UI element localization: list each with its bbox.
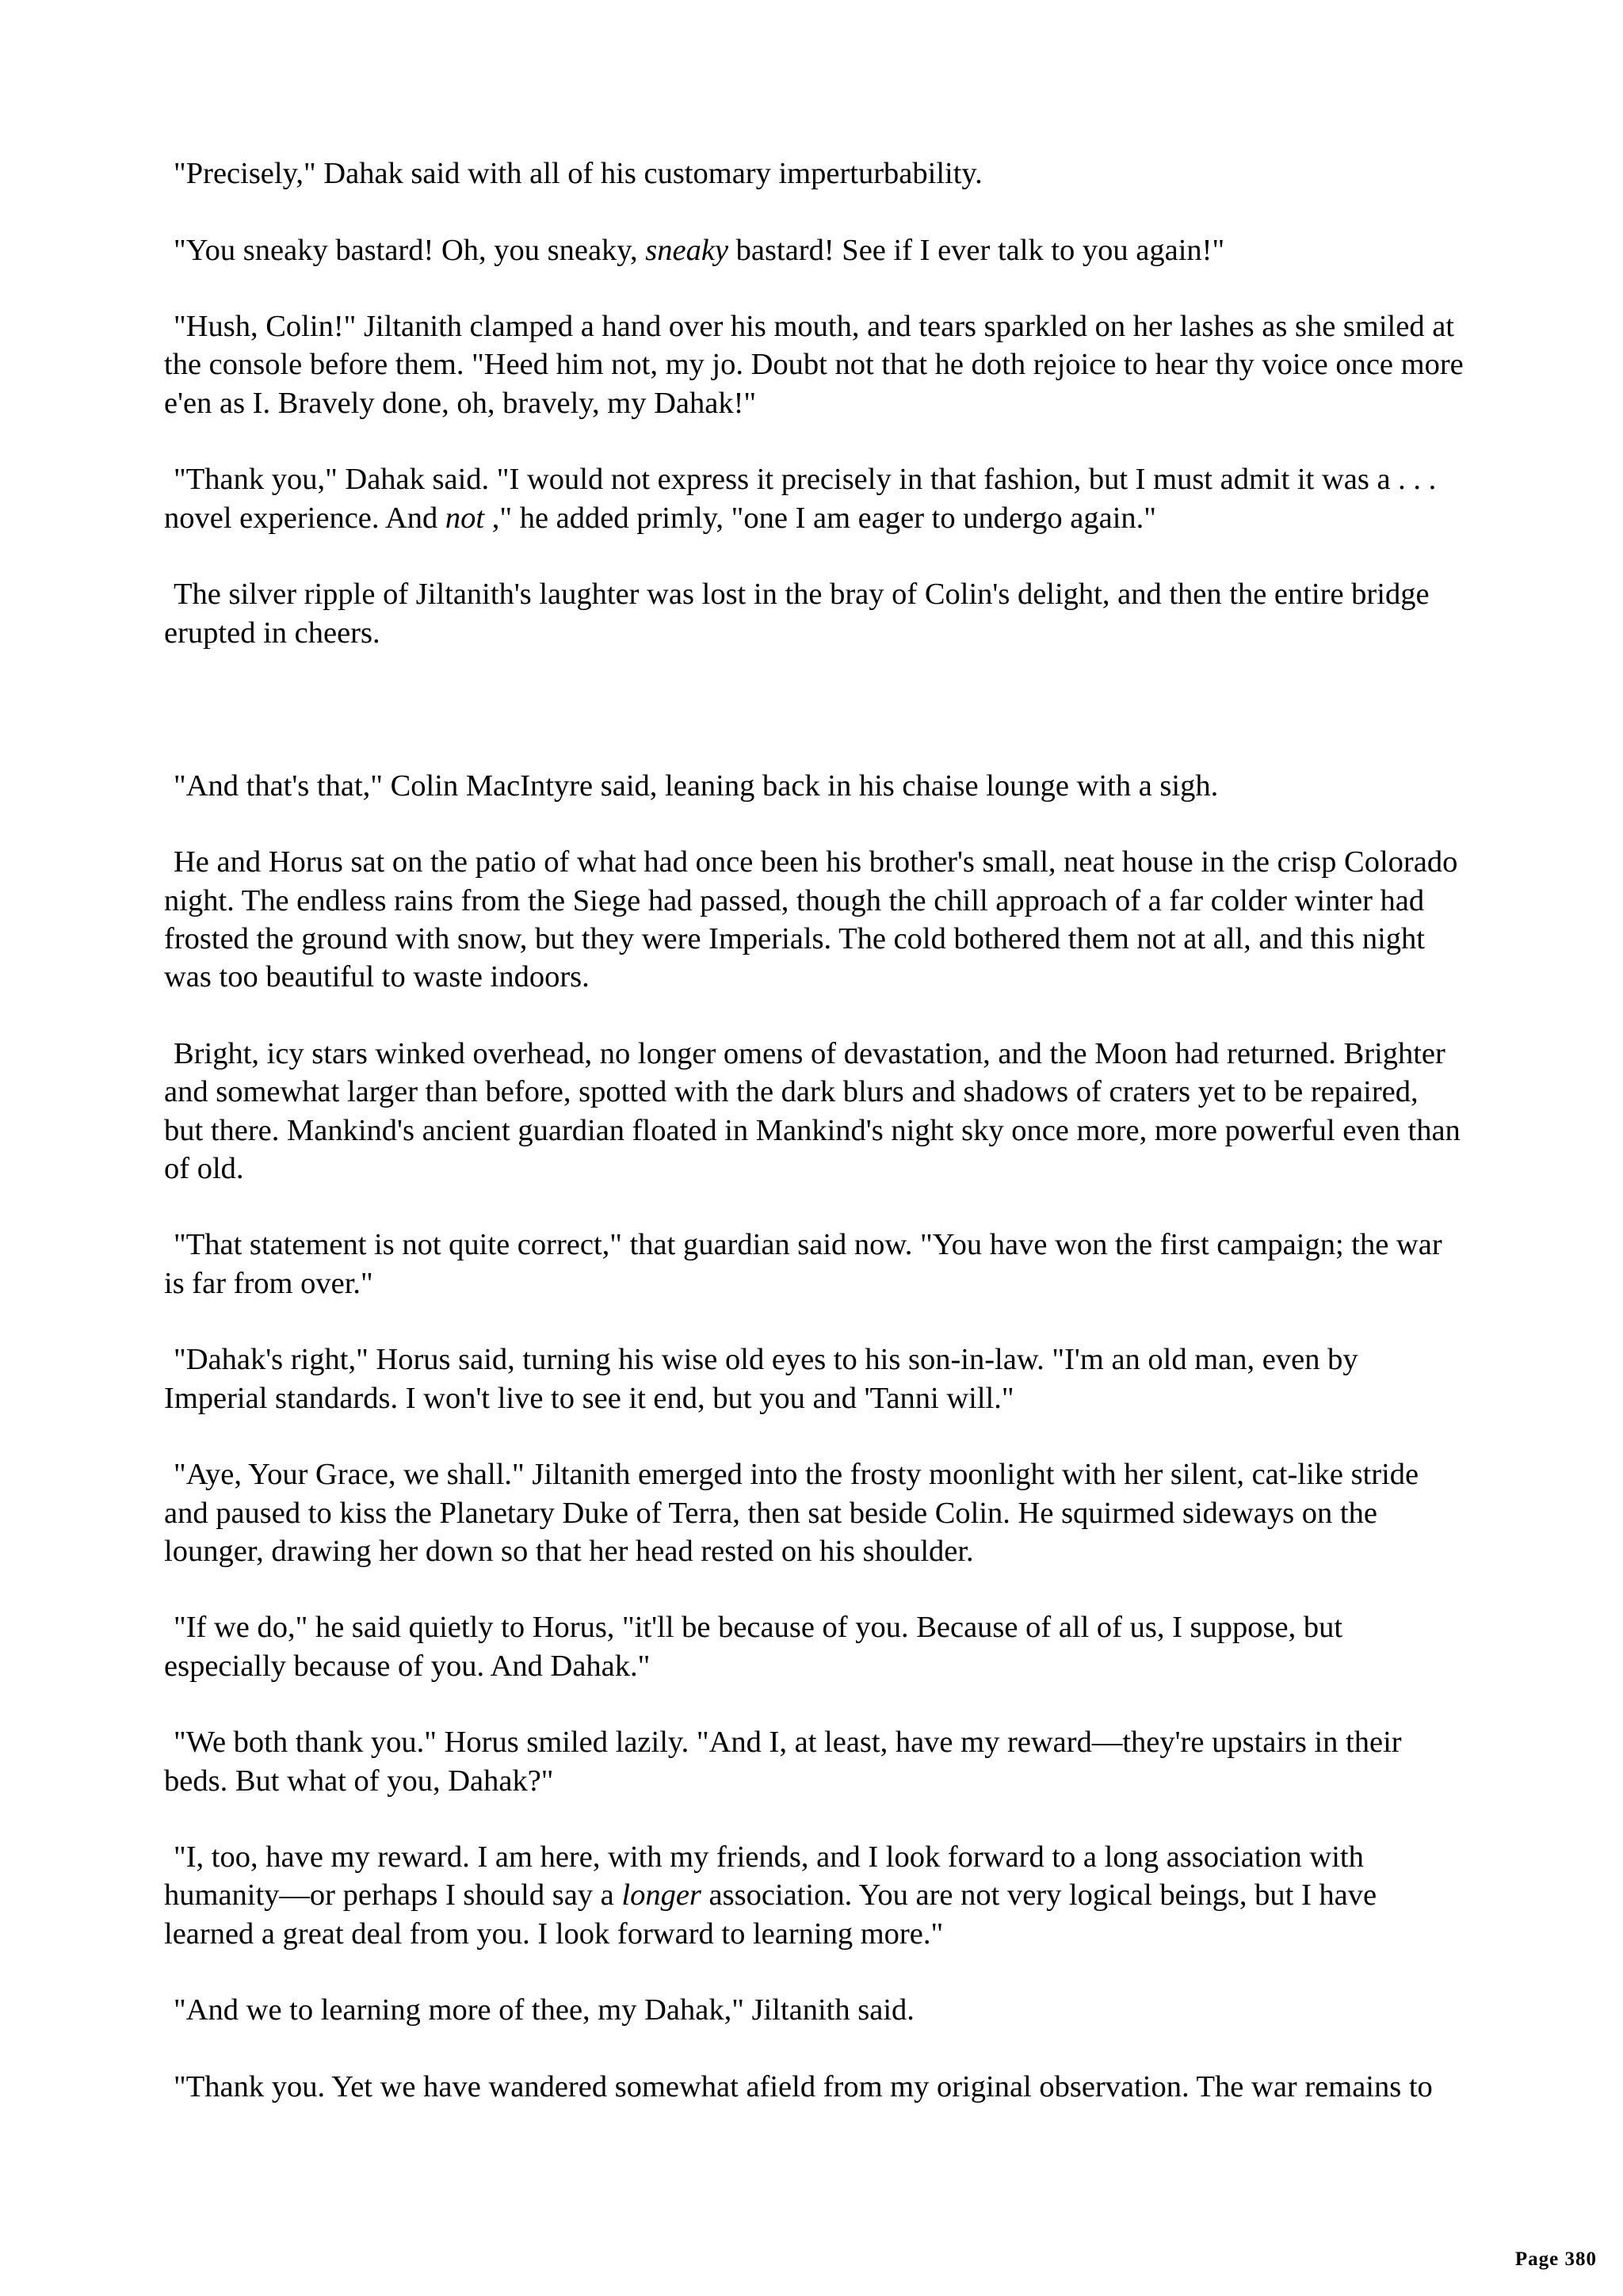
text-run: The silver ripple of Jiltanith's laughter was lost in the bray of Colin's delight, and then the entire bridge erupted in cheers. [164, 578, 1430, 650]
text-run: "Thank you," Dahak said. "I would not express it precisely in that fashion, but I must admit it was a . . . novel experience. And [164, 463, 1437, 535]
text-run: "We both thank you." Horus smiled lazily. "And I, at least, have my reward—they're upstairs in their beds. But what of you, Dahak?" [164, 1726, 1402, 1798]
italic-text-run: sneaky [645, 233, 729, 267]
paragraph-8 [164, 1035, 1464, 1188]
text-run: Bright, icy stars winked overhead, no longer omens of devastation, and the Moon had returned. Brighter and somewhat larger than before, spotted with the dark blurs and shadows of craters yet to be repaired, but there. Mankind's ancient guardian floated in Mankind's night sky once more, more powerful even than of old. [164, 1036, 1461, 1185]
italic-text-run: not [445, 501, 485, 535]
text-run: "If we do," he said quietly to Horus, "it'll be because of you. Because of all of us, I suppose, but especially because of you. And Dahak." [164, 1611, 1343, 1683]
paragraph-7 [164, 843, 1464, 996]
paragraph-13 [164, 1723, 1464, 1800]
text-run: "And we to learning more of thee, my Dahak," Jiltanith said. [174, 1993, 915, 2027]
text-run: ," he added primly, "one I am eager to undergo again." [484, 501, 1157, 535]
text-run: He and Horus sat on the patio of what had once been his brother's small, neat house in the crisp Colorado night. The endless rains from the Siege had passed, though the chill approach of a far colder winter had frosted the ground with snow, but they were Imperials. The cold bothered them not at all, and this night was too beautiful to waste indoors. [164, 845, 1458, 994]
paragraph-12 [164, 1608, 1464, 1685]
paragraph-10 [164, 1341, 1464, 1417]
text-run: "Dahak's right," Horus said, turning his wise old eyes to his son-in-law. "I'm an old man, even by Imperial standards. I won't live to see it end, but you and 'Tanni will." [164, 1343, 1358, 1415]
paragraph-2 [164, 231, 1464, 269]
paragraph-16 [164, 2068, 1464, 2106]
paragraph-5 [164, 575, 1464, 652]
paragraph-9 [164, 1226, 1464, 1302]
paragraph-11 [164, 1455, 1464, 1570]
page-number: Page 380 [1514, 2248, 1597, 2270]
text-run: "Hush, Colin!" Jiltanith clamped a hand over his mouth, and tears sparkled on her lashes as she smiled at the console before them. "Heed him not, my jo. Doubt not that he doth rejoice to hear thy voice once more e'en as I. Bravely done, oh, bravely, my Dahak!" [164, 310, 1464, 420]
paragraph-4 [164, 460, 1464, 537]
text-run: "That statement is not quite correct," that guardian said now. "You have won the first campaign; the war is far from over." [164, 1228, 1442, 1300]
paragraph-6 [164, 767, 1464, 805]
paragraph-1 [164, 154, 1464, 193]
text-run: "And that's that," Colin MacIntyre said, leaning back in his chaise lounge with a sigh. [174, 769, 1219, 803]
text-run: "Aye, Your Grace, we shall." Jiltanith emerged into the frosty moonlight with her silent, cat-like stride and paused to kiss the Planetary Duke of Terra, then sat beside Colin. He squirmed sideways on the lounger, drawing her down so that her head rested on his shoulder. [164, 1458, 1419, 1568]
italic-text-run: longer [621, 1878, 701, 1913]
body-text [164, 154, 1464, 2145]
text-run: "You sneaky bastard! Oh, you sneaky, [174, 233, 646, 267]
text-run: bastard! See if I ever talk to you again!" [728, 233, 1225, 267]
paragraph-14 [164, 1838, 1464, 1953]
text-run: association. You are not very logical beings, but I have learned a great deal from you. I look forward to learning more." [164, 1878, 1377, 1951]
text-run: "I, too, have my reward. I am here, with my friends, and I look forward to a long association with humanity—or perhaps I should say a [164, 1840, 1364, 1913]
text-run: "Thank you. Yet we have wandered somewhat afield from my original observation. The war remains to [174, 2069, 1433, 2103]
paragraph-15 [164, 1991, 1464, 2029]
text-run: "Precisely," Dahak said with all of his customary imperturbability. [174, 157, 983, 190]
paragraph-3 [164, 307, 1464, 422]
